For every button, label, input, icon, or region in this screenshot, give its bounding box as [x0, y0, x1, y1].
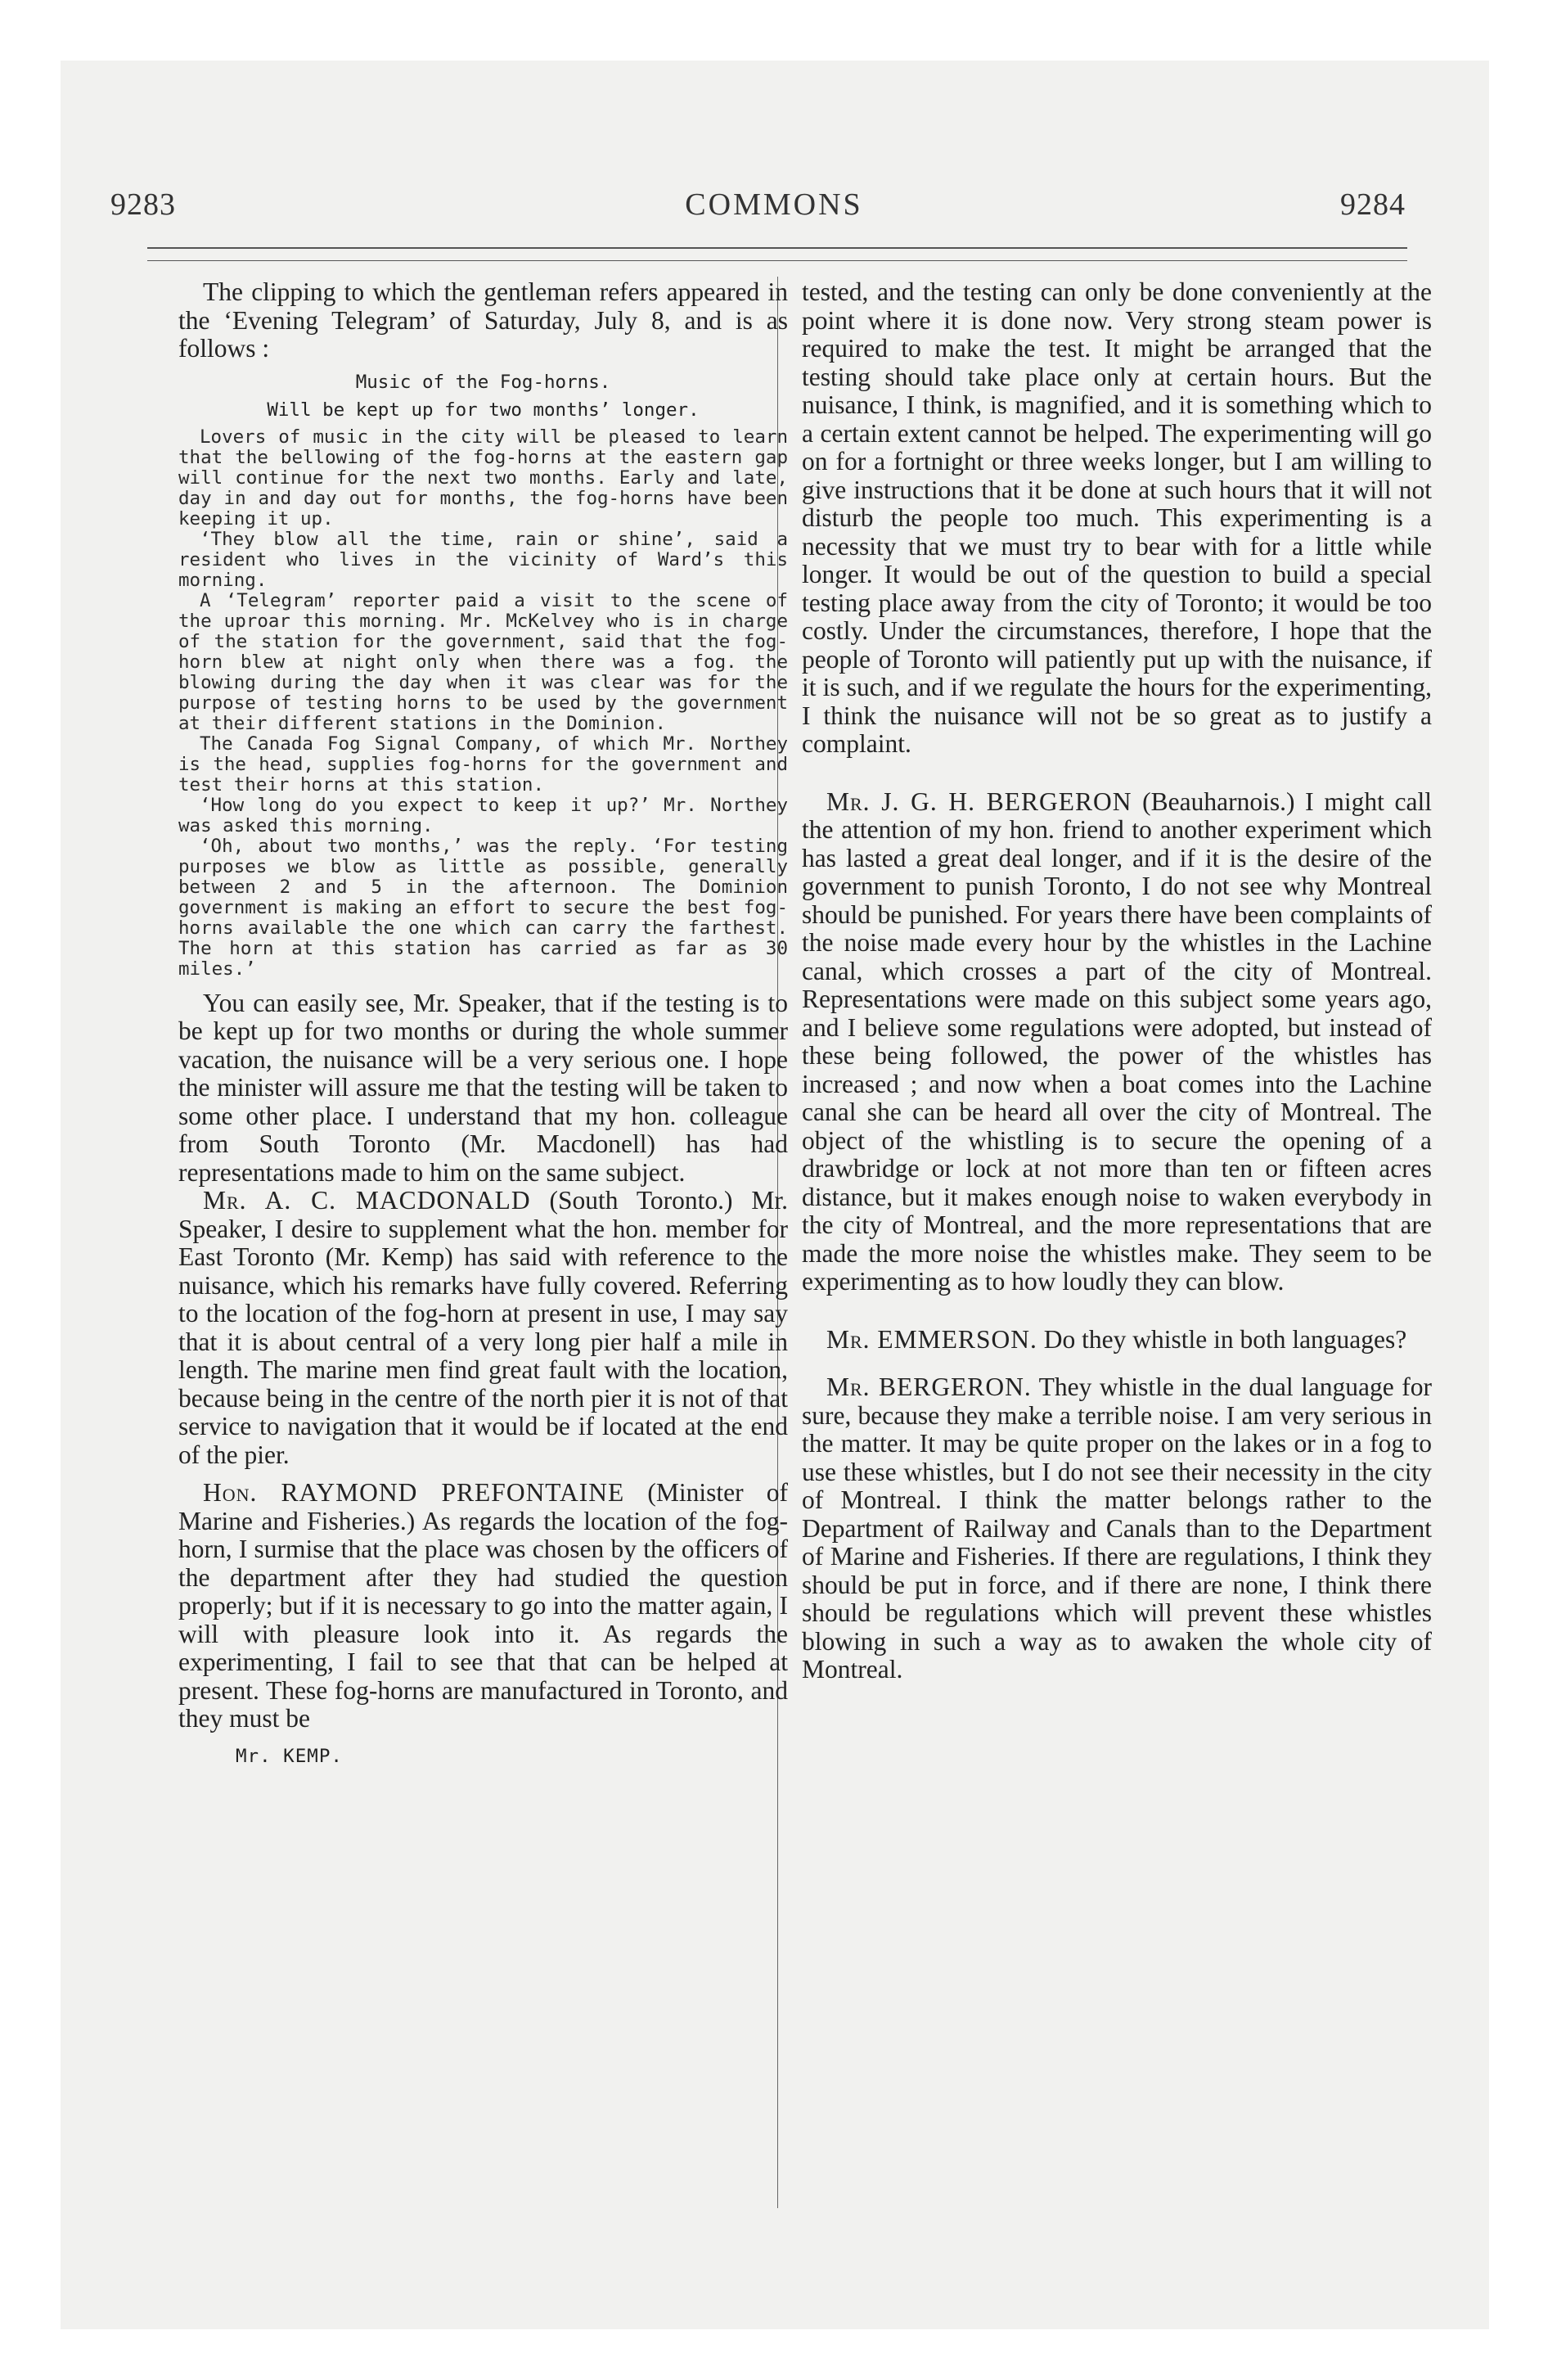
speaker-name: Hon. RAYMOND PREFONTAINE: [203, 1478, 625, 1507]
clipping-paragraph: ‘They blow all the time, rain or shine’, said a resident who lives in the vicinity of Ward’s this morning.: [178, 528, 788, 591]
speech-text: (Beauharnois.) I might call the attention of my hon. friend to another experiment which has lasted a great deal longer, and if it is the desire of the government to punish Toronto, I do not see why Montreal should be punished. For years there have been complaints of the noise made every hour by the whistles in the Lachine canal, which crosses a part of the city of Montreal. Representations were made on this subject some years ago, and I believe some regulations were adopted, but instead of these being followed, the power of the whistles has increased ; and now when a boat comes into the Lachine canal she can be heard all over the city of Montreal. The object of the whistling is to secure the opening of a drawbridge or lock at not more than ten or fifteen acres distance, but it makes enough noise to waken everybody in the city of Montreal, and the more representations that are made the more noise the whistles make. They seem to be experimenting as to how loudly they can blow.: [802, 787, 1433, 1296]
page-trailer: Mr. KEMP.: [236, 1745, 343, 1767]
clipping-subtitle: Will be kept up for two months’ longer.: [267, 399, 700, 421]
speaker-paragraph: You can easily see, Mr. Speaker, that if the testing is to be kept up for two months or during the whole summer vacation, the nuisance will be a very serious one. I hope the minister will assure me that the testing will be taken to some other place. I understand that my hon. colleague from South Toronto (Mr. Macdonell) has had representations made to him on the same subject.: [178, 988, 788, 1187]
header-rule: [147, 247, 1407, 249]
running-head: COMMONS: [685, 187, 863, 222]
speech-text: They whistle in the dual language for sure, because they make a terrible noise. I am very serious in the matter. It may be quite proper on the lakes or in a fog to use these whistles, but I do not see their necessity in the city of Montreal. I think the matter belongs rather to the Department of Railway and Canals than to the Department of Marine and Fisheries. If there are regulations, I think they should be put in force, and if there are none, I think there should be regulations which will prevent these whistles blowing in such a way as to awaken the whole city of Montreal.: [802, 1373, 1432, 1684]
page-number-right: 9284: [1340, 187, 1406, 222]
bergeron-speech: [802, 788, 1432, 1296]
speaker-name: Mr. A. C. MACDONALD: [203, 1186, 531, 1215]
speaker-name: Mr. BERGERON.: [826, 1373, 1032, 1401]
speech-text: Do they whistle in both languages?: [1043, 1324, 1407, 1354]
clipping-title: Music of the Fog-horns.: [355, 371, 611, 393]
clipping-paragraph: Lovers of music in the city will be pleased to learn that the bellowing of the fog-horns at the eastern gap will continue for the next two months. Early and late, day in and day out for months, the fog-horns have been keeping it up.: [178, 426, 788, 530]
emmerson-speech: [802, 1326, 1432, 1355]
intro-paragraph: The clipping to which the gentleman refers appeared in the ‘Evening Telegram’ of Saturday, July 8, and is as follows :: [178, 277, 788, 363]
macdonald-speech: [178, 1187, 788, 1469]
bergeron-reply: [802, 1373, 1432, 1684]
continuation-paragraph: tested, and the testing can only be done conveniently at the point where it is done now. Very strong steam power is required to make the test. It might be arranged that the testing should take place only at certain hours. But the nuisance, I think, is magnified, and it is something which to a certain extent cannot be helped. The experimenting will go on for a fortnight or three weeks longer, but I am willing to give instructions that it be done at such hours that it will not disturb the people too much. This experimenting is a necessity that we must try to bear with for a little while longer. It would be out of the question to build a special testing place away from the city of Toronto; it would be too costly. Under the circumstances, therefore, I hope that the people of Toronto will patiently put up with the nuisance, if it is such, and if we regulate the hours for the experimenting, I think the nuisance will not be so great as to justify a complaint.: [802, 277, 1432, 758]
clipping-paragraph: A ‘Telegram’ reporter paid a visit to the scene of the uproar this morning. Mr. McKelvey who is in charge of the station for the government, said that the fog-horn blew at night only when there was a fog. the blowing during the day when it was clear was for the purpose of testing horns to be used by the government at their different stations in the Dominion.: [178, 589, 788, 734]
speaker-name: Mr. EMMERSON.: [826, 1324, 1037, 1354]
left-column: [178, 278, 788, 1768]
clipping-paragraph: ‘How long do you expect to keep it up?’ Mr. Northey was asked this morning.: [178, 794, 788, 836]
clipping-paragraph: ‘Oh, about two months,’ was the reply. ‘For testing purposes we blow as little as possible, generally between 2 and 5 in the afternoon. The Dominion government is making an effort to secure the best fog-horns available the one which can carry the farthest. The horn at this station has carried as far as 30 miles.’: [178, 835, 788, 980]
prefontaine-speech: [178, 1479, 788, 1733]
speech-text: (South Toronto.) Mr. Speaker, I desire to supplement what the hon. member for East Toronto (Mr. Kemp) has said with reference to the nuisance, which his remarks have fully covered. Referring to the location of the fog-horn at present in use, I may say that it is about central of a very long pier half a mile in length. The marine men find great fault with the location, because being in the centre of the north pier it is not of that service to navigation that it would be if located at the end of the pier.: [178, 1186, 789, 1469]
clipping-paragraph: The Canada Fog Signal Company, of which Mr. Northey is the head, supplies fog-horns for the government and test their horns at this station.: [178, 732, 788, 796]
page-number-left: 9283: [110, 187, 176, 222]
header-rule-thin: [147, 260, 1407, 261]
right-column: [802, 278, 1432, 1684]
speech-text: (Minister of Marine and Fisheries.) As regards the location of the fog-horn, I surmise that the place was chosen by the officers of the department after they had studied the question properly; but if it is necessary to go into the matter again, I will with pleasure look into it. As regards the experimenting, I fail to see that that can be helped at present. These fog-horns are manufactured in Toronto, and they must be: [178, 1478, 789, 1733]
speaker-name: Mr. J. G. H. BERGERON: [826, 787, 1132, 816]
